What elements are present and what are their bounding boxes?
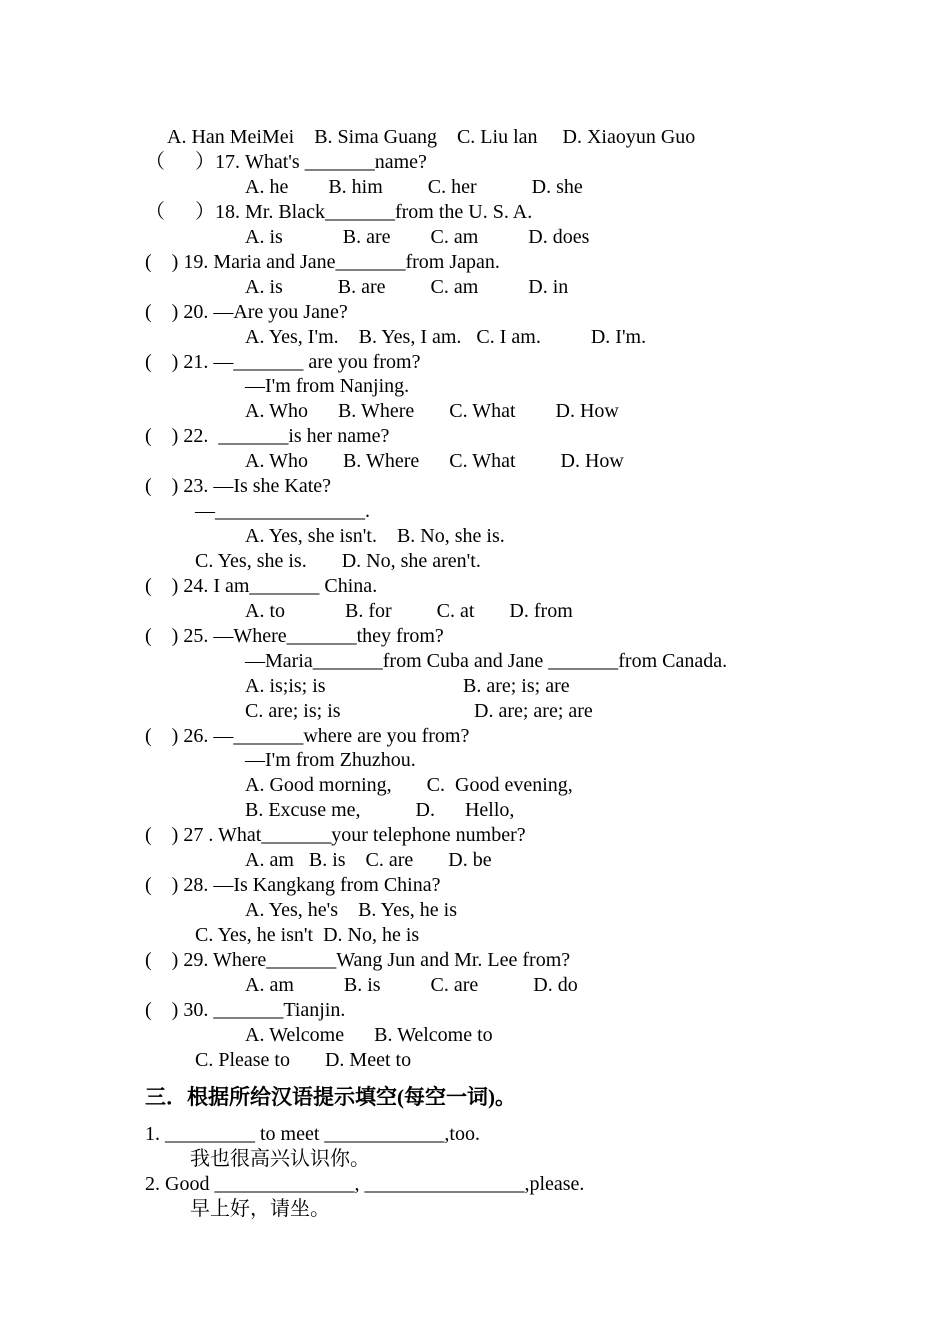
text-line: （ ）18. Mr. Black_______from the U. S. A. [145,201,533,223]
text-line: A. he B. him C. her D. she [245,176,583,198]
text-line: A. is B. are C. am D. in [245,276,569,298]
text-line: A. am B. is C. are D. be [245,849,492,871]
text-line: 2. Good ______________, ________________,please. [145,1173,585,1195]
text-line: B. Excuse me, D. Hello, [245,799,515,821]
text-line: ( ) 19. Maria and Jane_______from Japan. [145,251,500,273]
text-line: ( ) 24. I am_______ China. [145,575,378,597]
text-line: A. Han MeiMei B. Sima Guang C. Liu lan D. Xiaoyun Guo [167,126,696,148]
text-line: A. is;is; is [245,675,326,697]
text-line: A. am B. is C. are D. do [245,974,578,996]
text-line: ( ) 25. —Where_______they from? [145,625,444,647]
text-line: D. are; are; are [474,700,593,722]
text-line: A. Yes, she isn't. B. No, she is. [245,525,505,547]
text-line: C. are; is; is [245,700,341,722]
text-line: —Maria_______from Cuba and Jane _______from Canada. [245,650,728,672]
text-line: A. Who B. Where C. What D. How [245,400,619,422]
text-line: B. are; is; are [463,675,570,697]
text-line: A. is B. are C. am D. does [245,226,590,248]
text-line: —_______________. [195,500,370,522]
text-line: 我也很高兴认识你。 [190,1148,370,1170]
text-line: C. Yes, he isn't D. No, he is [195,924,420,946]
text-line: A. Yes, he's B. Yes, he is [245,899,457,921]
text-line: ( ) 28. —Is Kangkang from China? [145,874,441,896]
text-line: ( ) 23. —Is she Kate? [145,475,332,497]
text-line: ( ) 27 . What_______your telephone number? [145,824,526,846]
text-line: ( ) 30. _______Tianjin. [145,999,346,1021]
text-line: ( ) 21. —_______ are you from? [145,351,421,373]
text-line: ( ) 20. —Are you Jane? [145,301,348,323]
text-line: C. Please to D. Meet to [195,1049,412,1071]
text-line: A. to B. for C. at D. from [245,600,573,622]
text-line: ( ) 29. Where_______Wang Jun and Mr. Lee from? [145,949,571,971]
text-line: 1. _________ to meet ____________,too. [145,1123,480,1145]
text-line: ( ) 26. —_______where are you from? [145,725,470,747]
text-line: —I'm from Zhuzhou. [245,749,416,771]
section-heading: 三．根据所给汉语提示填空(每空一词)。 [145,1085,516,1109]
text-line: A. Yes, I'm. B. Yes, I am. C. I am. D. I'm. [245,326,647,348]
text-line: —I'm from Nanjing. [245,375,410,397]
text-line: ( ) 22. _______is her name? [145,425,390,447]
text-line: 早上好，请坐。 [190,1198,330,1220]
text-line: （ ）17. What's _______name? [145,151,427,173]
text-line: A. Welcome B. Welcome to [245,1024,493,1046]
text-line: A. Good morning, C. Good evening, [245,774,573,796]
text-line: C. Yes, she is. D. No, she aren't. [195,550,481,572]
text-line: A. Who B. Where C. What D. How [245,450,624,472]
